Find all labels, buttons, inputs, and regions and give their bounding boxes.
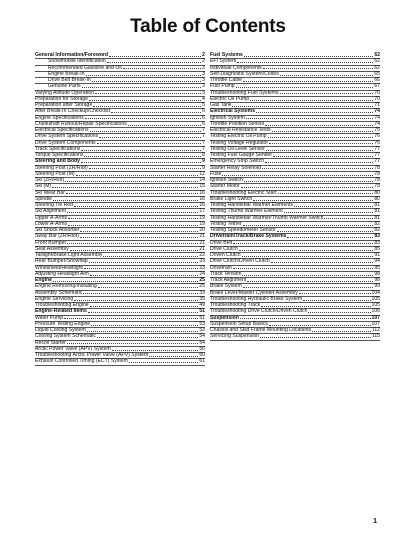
toc-entry-label: Suspension Setup Basics (210, 320, 268, 327)
dot-leader (233, 243, 373, 244)
toc-entry-page: 98 (374, 277, 380, 283)
toc-entry-page: 78 (374, 164, 380, 171)
toc-entry-label: Troubleshooting Engine (35, 302, 89, 308)
toc-entry-page: 19 (199, 220, 205, 227)
toc-entry-page: 51 (199, 314, 205, 321)
dot-leader (284, 212, 374, 213)
toc-entry-label: Snowmobile Identification (48, 58, 106, 65)
toc-entry-page: 3 (202, 83, 205, 90)
dot-leader (123, 68, 202, 69)
dot-leader (89, 168, 202, 169)
toc-entry-label: Brake Lever/Master Cylinder Assembly (210, 289, 298, 296)
toc-entry-label: Track Specifications (35, 145, 81, 152)
toc-entry-label: Ignition System (210, 114, 245, 121)
toc-entry-page: 2 (202, 64, 205, 71)
toc-entry-page: 74 (374, 120, 380, 127)
toc-entry-page: 9 (202, 164, 205, 171)
dot-leader (92, 81, 201, 82)
toc-entry-page: 94 (374, 258, 380, 265)
toc-entry-page: 107 (371, 320, 380, 327)
dot-leader (98, 287, 199, 288)
toc-entry-page: 7 (202, 139, 205, 146)
toc-entry-label: Testing Fuel Gauge Sender (210, 152, 273, 158)
toc-entry-label: Troubleshooting Fuel Systems (210, 89, 279, 96)
toc-entry-label: Sway Bar (ZR/Riot) (35, 233, 79, 240)
toc-entry-page: 66 (374, 77, 380, 83)
toc-entry-label: Upper A-Arms (35, 214, 67, 221)
dot-leader (280, 93, 374, 94)
dot-leader (87, 331, 199, 332)
toc-entry-page: 3 (202, 89, 205, 96)
toc-entry-label: Drive Belt (210, 239, 233, 246)
dot-leader (103, 256, 198, 257)
dot-leader (294, 206, 373, 207)
toc-entry-page: 78 (374, 183, 380, 190)
toc-entry-label: Drive Clutch/Driven Clutch (210, 258, 270, 265)
toc-entry-page: 61 (199, 358, 205, 365)
dot-leader (84, 156, 201, 157)
toc-entry-page: 74 (374, 108, 380, 115)
toc-entry-label: General Information/Foreword (35, 52, 109, 58)
dot-leader (88, 312, 199, 313)
dot-leader (97, 143, 202, 144)
toc-entry-label: Brake System (210, 283, 242, 290)
toc-entry-label: Engine-Related Items (35, 308, 87, 315)
dot-leader (246, 118, 374, 119)
dot-leader (280, 75, 374, 76)
toc-entry-label: Recoil Starter (35, 339, 66, 346)
dot-leader (263, 68, 374, 69)
toc-entry-label: Ski Wear Bar (35, 189, 65, 196)
dot-leader (107, 62, 201, 63)
toc-entry-label: Testing Handlebar Warmer Elements (210, 202, 294, 208)
toc-entry-page: 65 (374, 70, 380, 77)
toc-entry-page: 21 (199, 239, 205, 246)
dot-leader (90, 275, 199, 276)
toc-entry-page: 75 (374, 127, 380, 133)
toc-entry-label: Testing Speedometer Sensor (210, 227, 276, 233)
dot-leader (278, 193, 374, 194)
toc-entry-label: Ski (M) (35, 183, 52, 190)
toc-entry-page: 83 (374, 233, 380, 240)
toc-entry-label: Preparation for Storage (35, 95, 88, 102)
toc-entry-page: 107 (371, 314, 380, 321)
dot-leader (241, 187, 374, 188)
toc-entry-page: 53 (199, 327, 205, 333)
dot-leader (80, 231, 198, 232)
toc-entry-label: Crankshaft Runout/Repair Specifications (35, 120, 127, 127)
toc-entry-label: Ski Alignment (35, 208, 66, 215)
dot-leader (244, 56, 373, 57)
dot-leader (128, 125, 201, 126)
toc-entry-page: 81 (374, 202, 380, 208)
toc-entry-label: Steering Post (M) (35, 170, 75, 177)
toc-entry-label: Emergency Stop Switch (210, 158, 265, 165)
toc-entry-label: Throttle Position Sensor (210, 120, 265, 127)
dot-leader (266, 150, 373, 151)
dot-leader (81, 162, 201, 163)
toc-entry-label: Drive System Components (35, 139, 96, 146)
toc-entry-label: Steering Tie Rod (35, 202, 73, 208)
toc-entry-page: 98 (374, 270, 380, 277)
dot-leader (66, 193, 198, 194)
dot-leader (89, 262, 199, 263)
dot-leader (89, 100, 201, 101)
toc-entry-page: 74 (374, 114, 380, 121)
toc-entry-label: Fuse (210, 170, 222, 177)
toc-entry-label: Pressure Testing Engine (35, 320, 91, 327)
dot-leader (76, 175, 199, 176)
dot-leader (85, 118, 201, 119)
toc-entry-label: EFI System (210, 58, 237, 65)
dot-leader (74, 300, 198, 301)
toc-entry-label: Engine Specifications (35, 114, 84, 121)
toc-entry-page: 24 (199, 270, 205, 277)
dot-leader (242, 256, 374, 257)
toc-entry-page: 3 (202, 77, 205, 83)
dot-leader (247, 281, 373, 282)
toc-entry-page: 53 (199, 320, 205, 327)
toc-entry-page: 83 (374, 239, 380, 246)
toc-entry-page: 17 (199, 208, 205, 215)
dot-leader (277, 231, 374, 232)
toc-entry-label: Liquid Cooling System (35, 327, 86, 333)
toc-entry-page: 76 (374, 133, 380, 140)
toc-entry-label: Ignition Switch (210, 177, 243, 183)
toc-entry-label: Electrical Systems (210, 108, 256, 115)
dot-leader (253, 200, 373, 201)
toc-entry-row[interactable] (35, 359, 205, 365)
dot-leader (299, 293, 371, 294)
toc-entry-label: Engine Removing/Installing (35, 283, 97, 290)
toc-entry-page: 8 (202, 152, 205, 158)
dot-leader (243, 225, 374, 226)
dot-leader (53, 200, 198, 201)
toc-entry-label: Engine (35, 277, 52, 283)
toc-entry-page: 105 (371, 295, 380, 302)
toc-entry-label: Electrical Resistance Tests (210, 127, 271, 133)
dot-leader (308, 312, 370, 313)
toc-entry-label: Self-Diagnostic System/Codes (210, 70, 279, 77)
dot-leader (260, 337, 371, 338)
toc-entry-page: 62 (374, 64, 380, 71)
toc-entry-page: 6 (202, 120, 205, 127)
dot-leader (262, 168, 373, 169)
toc-entry-label: Testing Voltage Regulator (210, 139, 269, 146)
toc-entry-label: Testing Electric Oil Pump (210, 133, 267, 140)
toc-entry-label: Taillight/Brake Light Assembly (35, 252, 103, 258)
dot-leader (256, 112, 373, 113)
toc-entry-label: Lower A-Arms (35, 220, 67, 227)
toc-entry-page: 85 (374, 245, 380, 252)
dot-leader (99, 137, 201, 138)
toc-entry-page: 21 (199, 245, 205, 252)
toc-entry-label: Steering and Body (35, 158, 81, 165)
toc-entry-page: 25 (199, 283, 205, 290)
dot-leader (80, 237, 198, 238)
dot-leader (52, 187, 198, 188)
toc-entry-page: 70 (374, 89, 380, 96)
dot-leader (236, 87, 374, 88)
toc-entry-page: 80 (374, 189, 380, 196)
dot-leader (261, 306, 370, 307)
toc-entry-label: Throttle Cable (210, 77, 242, 83)
toc-entry-label: Troubleshooting Track (210, 302, 261, 308)
toc-entry-page: 49 (199, 302, 205, 308)
toc-left-column (35, 53, 205, 366)
dot-leader (222, 175, 373, 176)
toc-entry-label: Varying Altitude Operation (35, 89, 94, 96)
toc-entry-label: Assembly Schematic (35, 289, 83, 296)
toc-entry-row[interactable] (210, 334, 380, 340)
page-number: 1 (373, 518, 377, 525)
toc-entry-label: Testing Thumb Warmer Element (210, 208, 283, 215)
toc-entry-page: 60 (199, 352, 205, 358)
dot-leader (232, 106, 373, 107)
toc-entry-page: 115 (371, 333, 380, 340)
toc-entry-page: 14 (199, 177, 205, 183)
toc-entry-label: Testing Handlebar Warmer/Thumb Warmer Switch (210, 214, 324, 221)
toc-entry-page: 23 (199, 264, 205, 271)
toc-entry-page: 56 (199, 345, 205, 352)
toc-entry-label: Testing Tether (210, 220, 242, 227)
dot-leader (67, 343, 198, 344)
dot-leader (67, 243, 198, 244)
toc-entry-label: Spindle (35, 195, 52, 202)
dot-leader (74, 206, 198, 207)
toc-entry-page: 82 (374, 220, 380, 227)
dot-leader (86, 75, 202, 76)
toc-entry-label: Troubleshooting Hydraulic Brake System (210, 295, 303, 302)
toc-entry-label: Arctic Power Valve (APV) System (35, 345, 111, 352)
toc-entry-label: Gas Tank (210, 102, 232, 108)
toc-entry-page: 112 (371, 327, 380, 333)
dot-leader (53, 281, 198, 282)
toc-entry-page: 7 (202, 145, 205, 152)
page-title: Table of Contents (130, 16, 286, 37)
toc-entry-label: Starter Motor (210, 183, 240, 190)
dot-leader (273, 156, 373, 157)
toc-entry-label: Drive Clutch (210, 245, 238, 252)
toc-entry-label: Engine Servicing (35, 295, 74, 302)
dot-leader (109, 56, 201, 57)
toc-entry-page: 20 (199, 227, 205, 233)
toc-entry-label: Track Alignment (210, 277, 247, 283)
dot-leader (91, 325, 198, 326)
toc-entry-page: 76 (374, 139, 380, 146)
dot-leader (111, 112, 201, 113)
toc-entry-page: 62 (374, 58, 380, 65)
dot-leader (68, 218, 198, 219)
dot-leader (90, 131, 202, 132)
toc-entry-page: 105 (371, 302, 380, 308)
dot-leader (64, 318, 198, 319)
toc-entry-label: Front Bumper (35, 239, 67, 246)
toc-entry-label: Exhaust Controlled Timing (ECT) System (35, 358, 128, 365)
toc-entry-label: Troubleshooting Arctic Power Valve (APV) System (35, 352, 149, 358)
toc-entry-label: Drivetrain/Track/Brake Systems (210, 233, 287, 240)
dot-leader (93, 106, 201, 107)
dot-leader (70, 250, 199, 251)
toc-entry-page: 77 (374, 158, 380, 165)
toc-entry-label: Ski (ZR/Riot) (35, 177, 65, 183)
toc-entry-label: Steering Post (ZR/Riot) (35, 164, 88, 171)
toc-entry-label: Water Pump (35, 314, 64, 321)
toc-entry-label: Electric Oil Pump (210, 95, 250, 102)
toc-entry-page: 2 (202, 52, 205, 58)
toc-entry-label: Fuel Systems (210, 52, 243, 58)
dot-leader (250, 100, 373, 101)
dot-leader (81, 150, 201, 151)
toc-entry-page: 6 (202, 108, 205, 115)
toc-entry-page: 91 (374, 252, 380, 258)
dot-leader (243, 81, 373, 82)
dot-leader (239, 250, 374, 251)
toc-entry-page: 104 (371, 289, 380, 296)
dot-leader (268, 137, 374, 138)
toc-entry-label: Torque Specifications (35, 152, 84, 158)
toc-entry-page: 67 (374, 83, 380, 90)
dot-leader (271, 262, 374, 263)
toc-entry-page: 7 (202, 127, 205, 133)
toc-entry-label: Track Tension (210, 270, 242, 277)
toc-entry-label: Driven Clutch (210, 252, 241, 258)
toc-entry-page: 25 (199, 277, 205, 283)
toc-entry-page: 12 (199, 170, 205, 177)
toc-entry-label: After Break-In Checkup/Checklist (35, 108, 111, 115)
dot-leader (95, 93, 201, 94)
toc-entry-page: 78 (374, 170, 380, 177)
toc-right-column (210, 53, 380, 341)
toc-entry-page: 5 (202, 102, 205, 108)
dot-leader (265, 162, 373, 163)
toc-entry-page: 99 (374, 283, 380, 290)
toc-entry-label: Rear Bumper/Snowflap (35, 258, 88, 265)
toc-entry-label: Preparation after Storage (35, 102, 93, 108)
dot-leader (65, 181, 198, 182)
toc-entry-label: Brake Light Switch (210, 195, 253, 202)
toc-entry-page: 19 (199, 214, 205, 221)
dot-leader (68, 225, 198, 226)
toc-entry-label: Servicing Suspension (210, 333, 259, 340)
toc-entry-page: 77 (374, 145, 380, 152)
toc-entry-page: 4 (202, 95, 205, 102)
toc-entry-page: 70 (374, 95, 380, 102)
toc-entry-label: Fuel Pump (210, 83, 235, 90)
toc-entry-page: 95 (374, 264, 380, 271)
toc-entry-page: 9 (202, 158, 205, 165)
toc-entry-page: 82 (374, 227, 380, 233)
toc-entry-page: 54 (199, 333, 205, 340)
dot-leader (240, 318, 371, 319)
toc-entry-label: Starter Relay Solenoid (210, 164, 261, 171)
dot-leader (97, 337, 198, 338)
dot-leader (237, 62, 373, 63)
dot-leader (84, 268, 198, 269)
toc-entry-label: Adjusting Headlight Aim (35, 270, 89, 277)
toc-entry-page: 15 (199, 183, 205, 190)
toc-entry-label: Drive Belt Break-In (48, 77, 91, 83)
dot-leader (90, 306, 199, 307)
dot-leader (287, 237, 373, 238)
dot-leader (129, 362, 198, 363)
toc-entry-label: Genuine Parts (48, 83, 81, 90)
toc-entry-label: Suspension (210, 314, 239, 321)
toc-entry-label: Ski Shock Absorber (35, 227, 80, 233)
toc-entry-label: Troubleshooting Electric Start (210, 189, 277, 196)
toc-entry-page: 6 (202, 114, 205, 121)
dot-leader (269, 325, 371, 326)
toc-entry-page: 80 (374, 195, 380, 202)
toc-entry-page: 16 (199, 189, 205, 196)
dot-leader (243, 287, 374, 288)
toc-entry-page: 106 (371, 308, 380, 315)
toc-entry-label: Testing Oil Level Sensor (210, 145, 265, 152)
dot-leader (83, 293, 198, 294)
toc-entry-label: Recommended Gasoline and Oil (48, 64, 122, 71)
toc-entry-page: 23 (199, 258, 205, 265)
dot-leader (303, 300, 370, 301)
toc-entry-page: 77 (374, 152, 380, 158)
toc-entry-label: Drivetrain (210, 264, 232, 271)
dot-leader (272, 131, 374, 132)
toc-entry-page: 51 (199, 308, 205, 315)
dot-leader (244, 181, 373, 182)
toc-entry-page: 71 (374, 102, 380, 108)
toc-entry-page: 3 (202, 70, 205, 77)
toc-entry-label: Individual Components (210, 64, 262, 71)
toc-entry-label: Engine Break-In (48, 70, 85, 77)
dot-leader (324, 218, 373, 219)
dot-leader (82, 87, 202, 88)
toc-entry-label: Seat Assembly (35, 245, 69, 252)
toc-entry-page: 35 (199, 295, 205, 302)
toc-entry-page: 78 (374, 177, 380, 183)
toc-entry-page: 81 (374, 208, 380, 215)
toc-entry-label: Electrical Specifications (35, 127, 89, 133)
toc-entry-page: 62 (374, 52, 380, 58)
toc-entry-page: 54 (199, 339, 205, 346)
dot-leader (149, 356, 198, 357)
dot-leader (269, 143, 373, 144)
toc-entry-page: 21 (199, 233, 205, 240)
toc-entry-page: 2 (202, 58, 205, 65)
toc-entry-page: 16 (199, 202, 205, 208)
toc-entry-label: Troubleshooting Drive Clutch/Driven Clutch (210, 308, 308, 315)
dot-leader (265, 125, 373, 126)
toc-entry-label: Chassis and Skid Frame Mounting Locations (210, 327, 312, 333)
toc-entry-label: Windshield/Headlight (35, 264, 83, 271)
dot-leader (312, 331, 371, 332)
toc-entry-page: 81 (374, 214, 380, 221)
toc-entry-page: 33 (199, 289, 205, 296)
toc-entry-page: 16 (199, 195, 205, 202)
dot-leader (112, 350, 199, 351)
dot-leader (67, 212, 198, 213)
toc-entry-label: Cooling System Schematic (35, 333, 96, 340)
dot-leader (233, 268, 374, 269)
toc-entry-page: 22 (199, 252, 205, 258)
toc-entry-page: 7 (202, 133, 205, 140)
dot-leader (242, 275, 373, 276)
toc-entry-label: Drive System Specifications (35, 133, 99, 140)
